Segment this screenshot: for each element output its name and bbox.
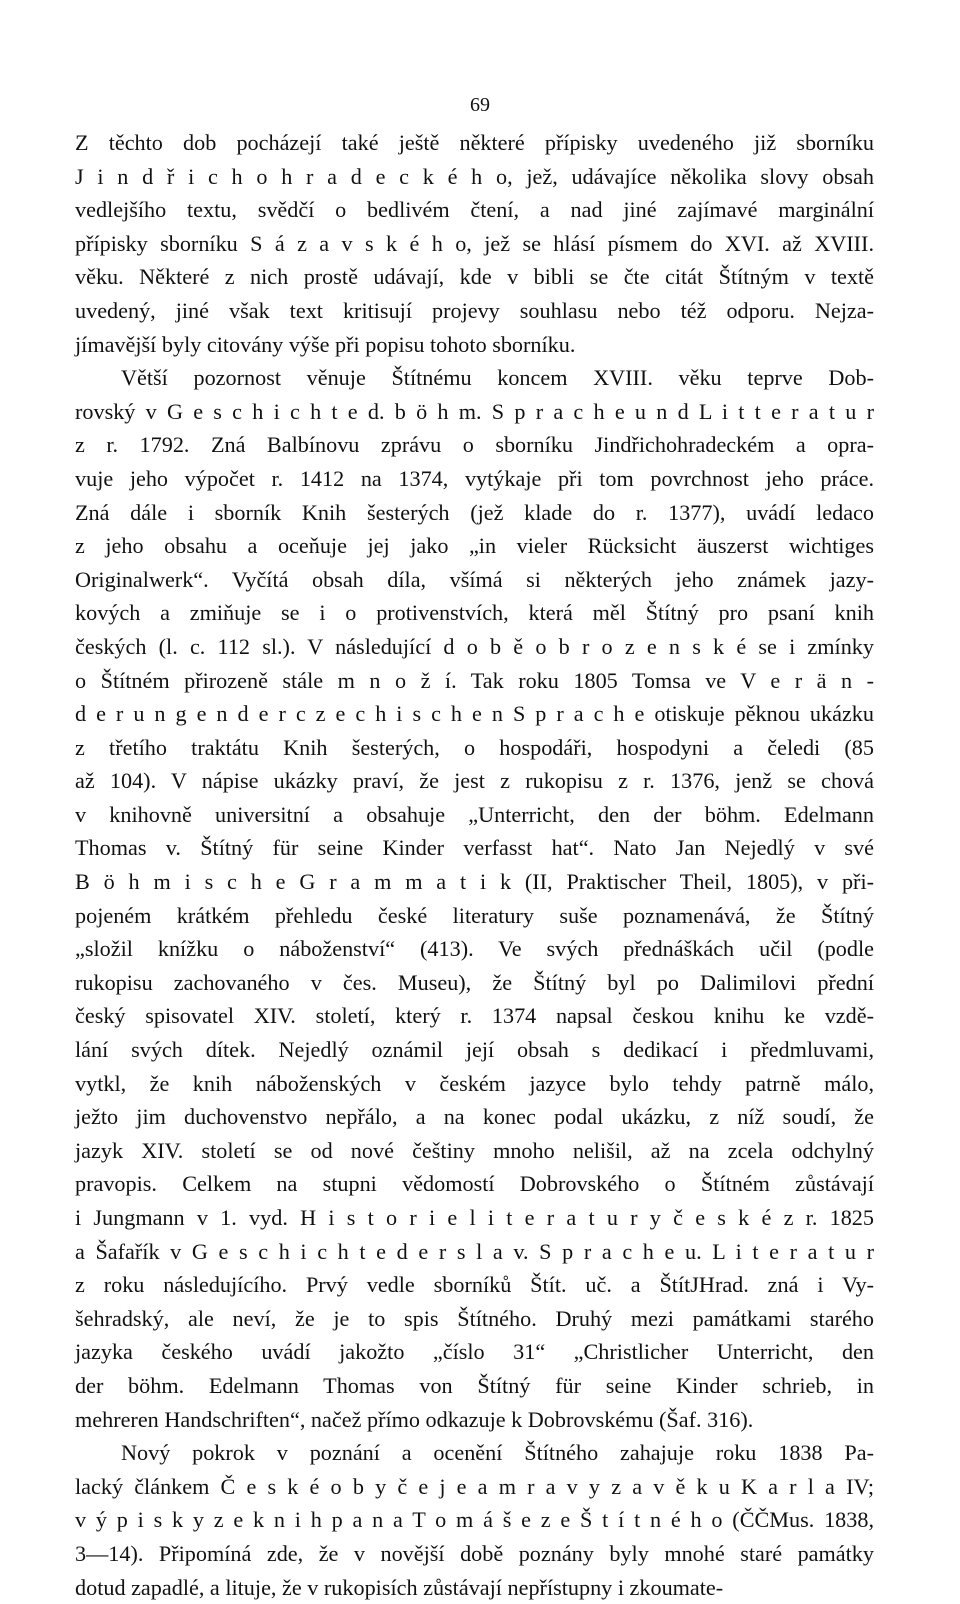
text-line: Thomas v. Štítný für seine Kinder verfasst hat“. Nato Jan Nejedlý v své	[75, 835, 874, 861]
text-line: Originalwerk“. Vyčítá obsah díla, všímá si některých jeho známek jazy-	[75, 566, 874, 592]
body-text	[75, 126, 874, 1604]
text-line: i Jungmann v 1. vyd. H i s t o r i e l i t e r a t u r y č e s k é z r. 1825	[75, 1205, 874, 1230]
text-line: ježto jim duchovenstvo nepřálo, a na konec podal ukázku, z níž soudí, že	[75, 1104, 874, 1130]
text-line: z r. 1792. Zná Balbínovu zprávu o sborníku Jindřichohradeckém a opra-	[75, 432, 874, 458]
text-line: Z těchto dob pocházejí také ještě některé přípisky uvedeného již sborníku	[75, 130, 874, 155]
text-line: rukopisu zachovaného v čes. Museu), že Štítný byl po Dalimilovi přední	[75, 969, 874, 995]
text-line: mehreren Handschriften“, načež přímo odkazuje k Dobrovskému (Šaf. 316).	[75, 1406, 754, 1432]
text-line: uvedený, jiné však text kritisují projevy souhlasu nebo též odporu. Nejza-	[75, 297, 874, 323]
text-line: 3—14). Připomíná zde, že v novější době poznány byly mnohé staré památky	[75, 1540, 874, 1566]
paragraph	[75, 126, 874, 361]
text-line: český spisovatel XIV. století, který r. 1374 napsal českou knihu ke vzdě-	[75, 1003, 874, 1029]
text-line: českých (l. c. 112 sl.). V následující d o b ě o b r o z e n s k é se i zmínky	[75, 633, 874, 659]
text-line: kových a zmiňuje se i o protivenstvích, která měl Štítný pro psaní knih	[75, 600, 874, 626]
text-line: jazyk XIV. století se od nové češtiny mnoho nelišil, až na zcela odchylný	[75, 1137, 874, 1163]
text-line: z třetího traktátu Knih šesterých, o hospodáři, hospodyni a čeledi (85	[75, 734, 874, 760]
text-line: lacký článkem Č e s k é o b y č e j e a m r a v y z a v ě k u K a r l a IV;	[75, 1473, 874, 1499]
text-line: přípisky sborníku S á z a v s k é h o, jež se hlásí písmem do XVI. až XVIII.	[75, 230, 874, 256]
text-line: vytkl, že knih náboženských v českém jazyce bylo tehdy patrně málo,	[75, 1070, 874, 1096]
text-line: Nový pokrok v poznání a ocenění Štítného zahajuje roku 1838 Pa-	[121, 1440, 874, 1466]
text-line: věku. Některé z nich prostě udávají, kde v bibli se čte citát Štítným v textě	[75, 264, 874, 290]
text-line: lání svých dítek. Nejedlý oznámil její obsah s dedikací i předmluvami,	[75, 1037, 874, 1063]
text-line: pojeném krátkém přehledu české literatury suše poznamenává, že Štítný	[75, 902, 874, 928]
text-line: jazyka českého uvádí jakožto „číslo 31“ „Christlicher Unterricht, den	[75, 1339, 874, 1365]
text-line: rovský v G e s c h i c h t e d. b ö h m. S p r a c h e u n d L i t t e r a t u r	[75, 398, 874, 424]
text-line: B ö h m i s c h e G r a m m a t i k (II, Praktischer Theil, 1805), v při-	[75, 869, 874, 895]
text-line: J i n d ř i c h o h r a d e c k é h o, jež, udávajíce několika slovy obsah	[75, 163, 874, 189]
text-line: pravopis. Celkem na stupni vědomostí Dobrovského o Štítném zůstávají	[75, 1171, 874, 1197]
paragraph	[75, 1436, 874, 1604]
text-line: der böhm. Edelmann Thomas von Štítný für seine Kinder schrieb, in	[75, 1372, 874, 1398]
text-line: dotud zapadlé, a lituje, že v rukopisích zůstávají nepřístupny i zkoumate-	[75, 1574, 724, 1600]
text-line: a Šafařík v G e s c h i c h t e d e r s l a v. S p r a c h e u. L i t e r a t u r	[75, 1238, 874, 1264]
text-line: Zná dále i sborník Knih šesterých (jež klade do r. 1377), uvádí ledaco	[75, 499, 874, 525]
text-line: Větší pozornost věnuje Štítnému koncem XVIII. věku teprve Dob-	[121, 365, 874, 391]
text-line: z jeho obsahu a oceňuje jej jako „in vieler Rücksicht äuszerst wichtiges	[75, 533, 874, 559]
page-number: 69	[470, 94, 490, 116]
text-line: „složil knížku o náboženství“ (413). Ve svých přednáškách učil (podle	[75, 936, 874, 962]
text-line: v ý p i s k y z e k n i h p a n a T o m á š e z e Š t í t n é h o (ČČMus. 1838,	[75, 1507, 874, 1533]
text-line: šehradský, ale neví, že je to spis Štítného. Druhý mezi památkami starého	[75, 1305, 874, 1331]
text-line: vuje jeho výpočet r. 1412 na 1374, vytýkaje při tom povrchnost jeho práce.	[75, 465, 874, 491]
text-line: v knihovně universitní a obsahuje „Unterricht, den der böhm. Edelmann	[75, 801, 874, 827]
text-line: až 104). V nápise ukázky praví, že jest z rukopisu z r. 1376, jenž se chová	[75, 768, 874, 794]
paragraph	[75, 361, 874, 1436]
text-line: jímavější byly citovány výše při popisu tohoto sborníku.	[75, 331, 576, 357]
text-line: d e r u n g e n d e r c z e c h i s c h e n S p r a c h e otiskuje pěknou ukázku	[75, 701, 874, 727]
text-line: vedlejšího textu, svědčí o bedlivém čtení, a nad jiné zajímavé marginální	[75, 197, 874, 223]
text-line: z roku následujícího. Prvý vedle sborníků Štít. uč. a ŠtítJHrad. zná i Vy-	[75, 1272, 874, 1298]
text-line: o Štítném přirozeně stále m n o ž í. Tak roku 1805 Tomsa ve V e r ä n -	[75, 667, 874, 693]
